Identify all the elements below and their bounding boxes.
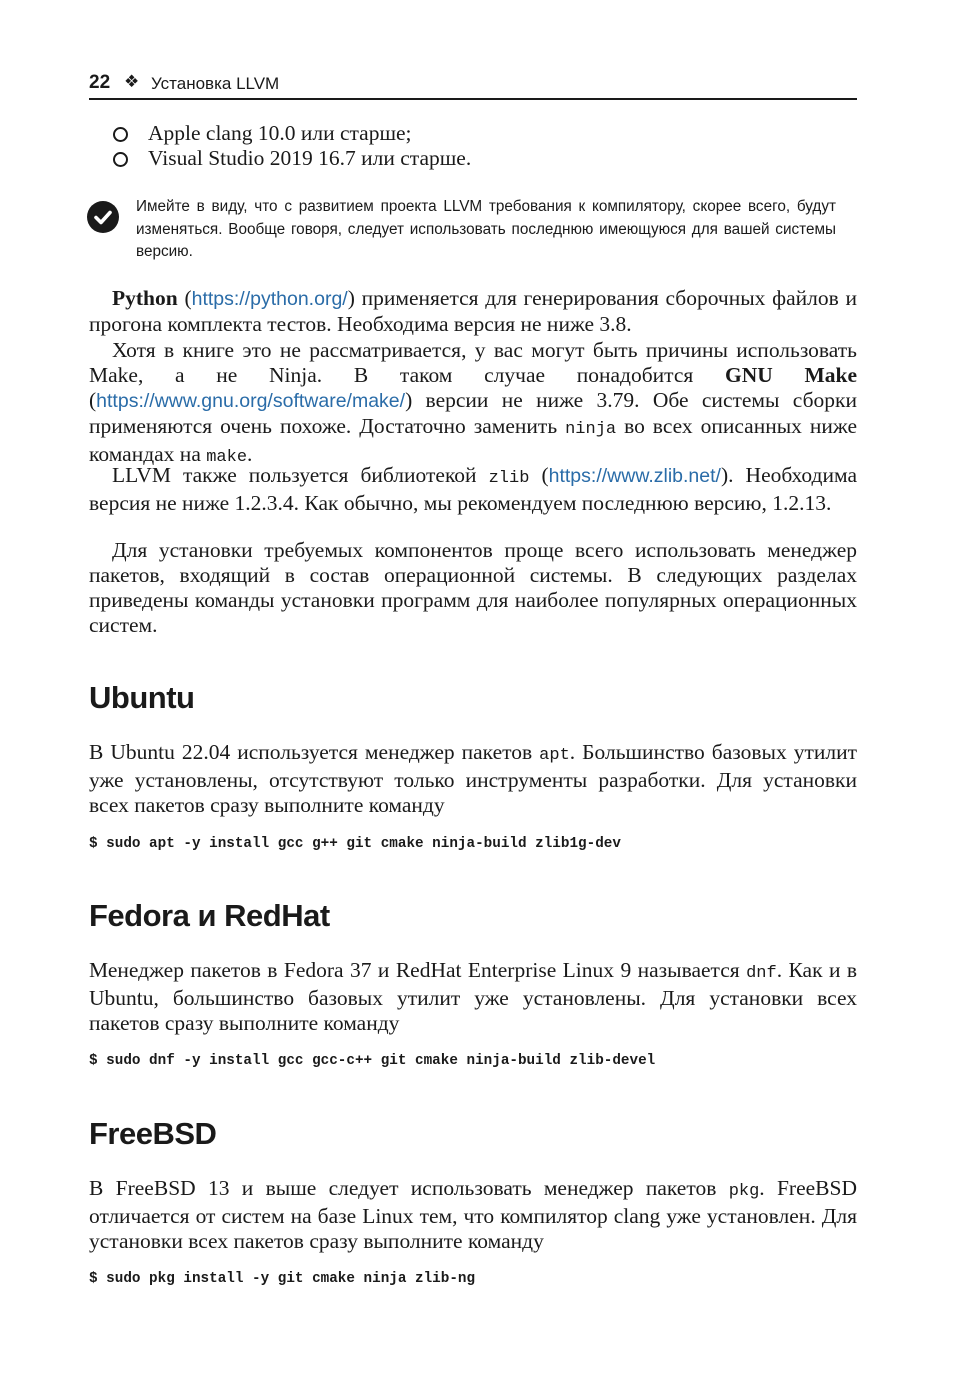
chapter-title: Установка LLVM	[151, 74, 280, 93]
make-paragraph: Хотя в книге это не рассматривается, у вас могут быть причины использовать Make, а не Ninja. В таком случае понадобится GNU Make (https://www.gnu.org/software/make/) версии не ниже 3.79. Обе системы сборки применяются очень похоже. Достаточно заменить ninja во всех описанных ниже командах на make.	[89, 338, 858, 467]
pkg-code: pkg	[728, 1182, 760, 1201]
section-heading-freebsd: FreeBSD	[89, 1116, 217, 1151]
list-item: Visual Studio 2019 16.7 или старше.	[113, 146, 471, 171]
python-paragraph: Python (https://python.org/) применяется для генерирования сборочных файлов и прогона комплекта тестов. Необходима версия не ниже 3.8.	[89, 286, 857, 336]
zlib-code: zlib	[488, 469, 530, 488]
apt-code: apt	[539, 746, 570, 765]
install-paragraph: Для установки требуемых компонентов проще всего использовать менеджер пакетов, входящий в состав операционной системы. В следующих разделах приведены команды установки программ для наиболее популярных операционных систем.	[89, 538, 857, 637]
python-link[interactable]: https://python.org/	[191, 288, 348, 310]
ninja-code: ninja	[565, 420, 617, 439]
ornament-icon: ❖	[124, 72, 140, 91]
section-heading-ubuntu: Ubuntu	[89, 680, 195, 715]
note-text: Имейте в виду, что с развитием проекта LLVM требования к компилятору, скорее всего, будут изменяться. Вообще говоря, следует использовать последнюю имеющуюся для вашей системы версию.	[136, 198, 836, 260]
page-number: 22	[89, 72, 111, 93]
ubuntu-paragraph: В Ubuntu 22.04 используется менеджер пакетов apt. Большинство базовых утилит уже установлены, отсутствуют только инструменты разработки. Для установки всех пакетов сразу выполните команду	[89, 740, 857, 817]
fedora-command: $ sudo dnf -y install gcc gcc-c++ git cmake ninja-build zlib-devel	[89, 1053, 656, 1069]
bullet-circle-icon	[113, 127, 128, 142]
fedora-paragraph: Менеджер пакетов в Fedora 37 и RedHat Enterprise Linux 9 называется dnf. Как и в Ubuntu, большинство базовых утилит уже установлены. Для установки всех пакетов сразу выполните команду	[89, 958, 858, 1035]
ubuntu-command: $ sudo apt -y install gcc g++ git cmake ninja-build zlib1g-dev	[89, 836, 621, 852]
compiler-list	[113, 121, 471, 171]
list-item: Apple clang 10.0 или старше;	[113, 121, 471, 146]
python-term: Python	[112, 286, 178, 310]
zlib-link[interactable]: https://www.zlib.net/	[548, 465, 721, 487]
make-code: make	[206, 448, 248, 467]
bullet-circle-icon	[113, 152, 128, 167]
freebsd-command: $ sudo pkg install -y git cmake ninja zlib-ng	[89, 1271, 476, 1287]
gnu-make-link[interactable]: https://www.gnu.org/software/make/	[96, 390, 406, 412]
freebsd-paragraph: В FreeBSD 13 и выше следует использовать менеджер пакетов pkg. FreeBSD отличается от систем на базе Linux тем, что компилятор clang уже установлен. Для установки всех пакетов сразу выполните команду	[89, 1176, 858, 1253]
dnf-code: dnf	[746, 964, 777, 983]
zlib-paragraph: LLVM также пользуется библиотекой zlib (https://www.zlib.net/). Необходима версия не ниже 1.2.3.4. Как обычно, мы рекомендуем последнюю версию, 1.2.13.	[89, 463, 857, 515]
gnu-make-term: GNU Make	[724, 363, 857, 387]
section-heading-fedora: Fedora и RedHat	[89, 898, 330, 933]
running-header	[89, 70, 857, 100]
checkmark-icon	[87, 201, 119, 233]
